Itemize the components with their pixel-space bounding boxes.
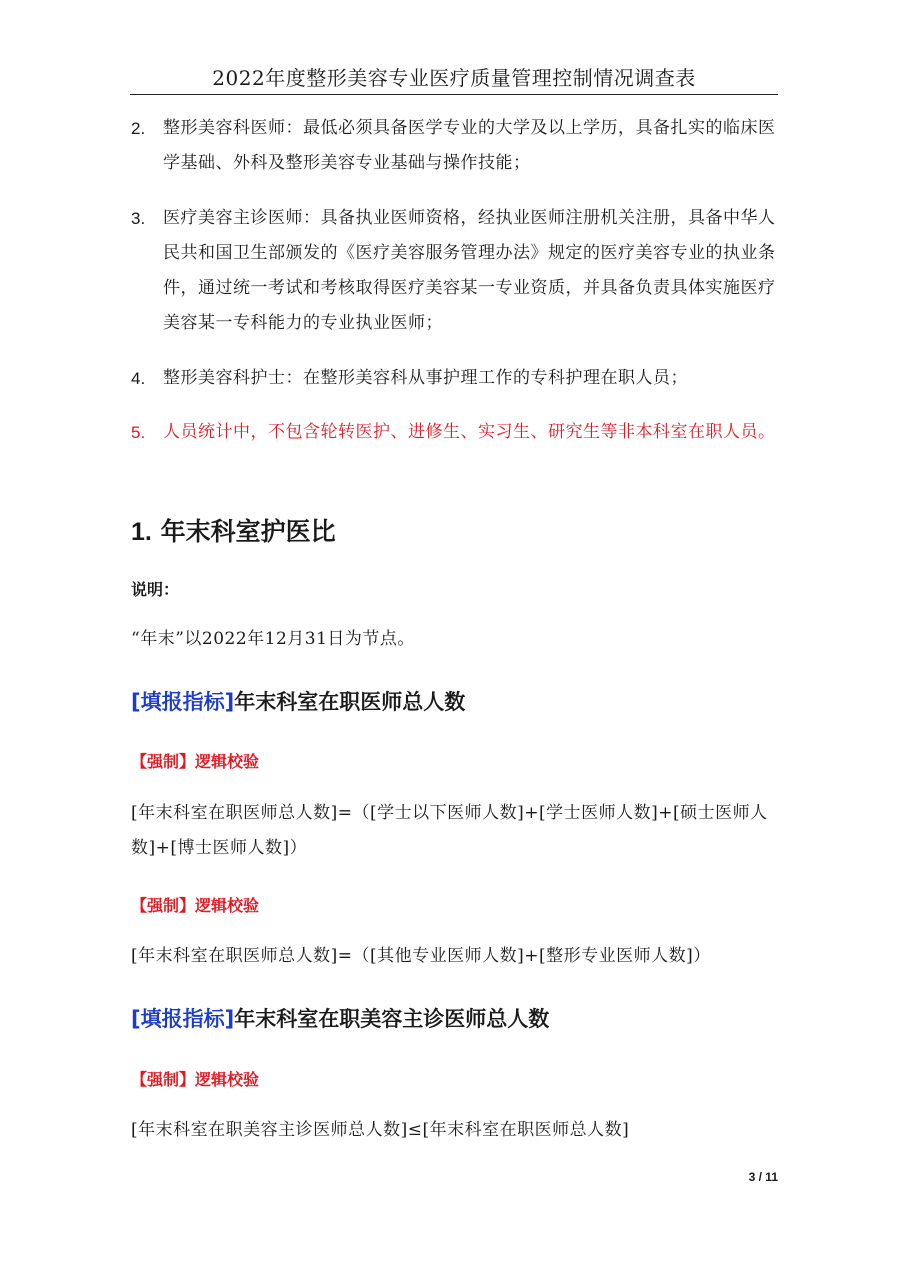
list-item-text: 整形美容科医师：最低必须具备医学专业的大学及以上学历，具备扎实的临床医学基础、外科及整形美容专业基础与操作技能； — [163, 118, 776, 173]
indicator-tag: [填报指标] — [131, 1007, 235, 1031]
check-formula: [年末科室在职医师总人数]=（[其他专业医师人数]+[整形专业医师人数]） — [131, 946, 711, 966]
section-title: 年末科室护医比 — [160, 517, 336, 546]
note-label: 说明： — [131, 580, 180, 599]
list-item — [131, 361, 781, 396]
indicator-heading — [131, 1003, 549, 1033]
list-item-number: 2. — [131, 119, 146, 138]
list-item-text: 人员统计中，不包含轮转医护、进修生、实习生、研究生等非本科室在职人员。 — [163, 422, 776, 442]
indicator-tag: [填报指标] — [131, 690, 235, 714]
note-text: “年末”以2022年12月31日为节点。 — [131, 629, 415, 649]
list-item-number: 3. — [131, 209, 146, 228]
section-number: 1. — [131, 518, 152, 546]
section-heading — [131, 512, 336, 548]
check-label: 【强制】逻辑校验 — [131, 752, 260, 771]
list-item-text: 整形美容科护士：在整形美容科从事护理工作的专科护理在职人员； — [163, 368, 688, 388]
check-formula: [年末科室在职医师总人数]=（[学士以下医师人数]+[学士医师人数]+[硕士医师人数]+[博士医师人数]） — [131, 803, 768, 858]
list-item-number: 4. — [131, 369, 146, 388]
check-formula: [年末科室在职美容主诊医师总人数]≤[年末科室在职医师总人数] — [131, 1120, 630, 1140]
list-item-highlighted — [131, 415, 781, 450]
indicator-heading — [131, 686, 465, 716]
check-label: 【强制】逻辑校验 — [131, 1070, 260, 1089]
indicator-name: 年末科室在职医师总人数 — [234, 690, 466, 714]
indicator-name: 年末科室在职美容主诊医师总人数 — [234, 1007, 550, 1031]
header-divider — [130, 94, 778, 95]
page-number: 3 / 11 — [748, 1170, 778, 1184]
list-item-number: 5. — [131, 423, 146, 442]
check-label: 【强制】逻辑校验 — [131, 896, 260, 915]
list-item — [131, 201, 781, 341]
list-item — [131, 111, 781, 181]
page-header-title: 2022年度整形美容专业医疗质量管理控制情况调查表 — [212, 66, 696, 90]
list-item-text: 医疗美容主诊医师：具备执业医师资格，经执业医师注册机关注册，具备中华人民共和国卫生部颁发的《医疗美容服务管理办法》规定的医疗美容专业的执业条件，通过统一考试和考核取得医疗美容某一专业资质，并具备负责具体实施医疗美容某一专科能力的专业执业医师； — [163, 208, 776, 333]
